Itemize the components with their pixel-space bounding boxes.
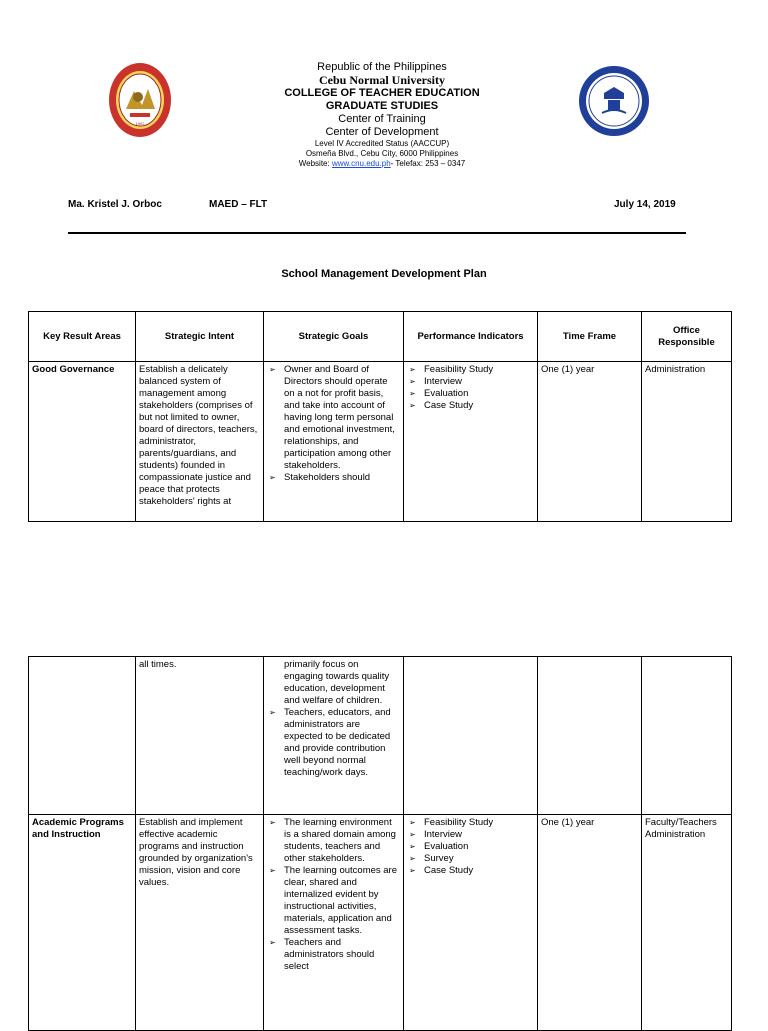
plan-table-page2 bbox=[28, 656, 732, 1031]
office-line: Faculty/Teachers bbox=[645, 817, 717, 828]
kra-cell: Good Governance bbox=[29, 362, 136, 522]
document-title: School Management Development Plan bbox=[281, 268, 487, 280]
timeframe-cell bbox=[538, 657, 642, 815]
intent-cell: all times. bbox=[136, 657, 264, 815]
center-training: Center of Training bbox=[338, 113, 426, 125]
goals-cell bbox=[264, 657, 404, 815]
letterhead bbox=[0, 55, 768, 180]
office-cell: Administration bbox=[642, 362, 732, 522]
address-line: Osmeña Blvd., Cebu City, 6000 Philippines bbox=[305, 149, 459, 158]
indicator-item: ➢ Survey bbox=[407, 853, 534, 865]
office-line: Administration bbox=[645, 829, 706, 840]
goal-item: ➢ The learning outcomes are clear, shared and internalized evident by instructional activities, materials, application and assessment tasks. bbox=[267, 865, 400, 937]
cnu-seal-logo bbox=[108, 61, 172, 139]
goal-item: ➢ Teachers and administrators should select bbox=[267, 937, 400, 973]
header-cell: Strategic Goals bbox=[264, 312, 404, 362]
header-cell: Key Result Areas bbox=[29, 312, 136, 362]
kra-cell bbox=[29, 657, 136, 815]
indicator-item: ➢ Interview bbox=[407, 376, 534, 388]
office-cell bbox=[642, 815, 732, 1031]
website-link[interactable]: www.cnu.edu.ph bbox=[331, 159, 391, 168]
goals-cell bbox=[264, 815, 404, 1031]
header-cell: Performance Indicators bbox=[404, 312, 538, 362]
intent-cell: Establish a delicately balanced system of management among stakeholders (comprises of but not limited to owner, board of directors, teachers, administrator, parents/guardians, and students) founded in compassionate justice and peace that protects stakeholders' rights at bbox=[136, 362, 264, 522]
horizontal-rule bbox=[68, 232, 686, 234]
cte-seal-logo bbox=[578, 65, 650, 137]
header-cell: Office Responsible bbox=[642, 312, 732, 362]
table-row bbox=[29, 657, 732, 815]
intent-cell: Establish and implement effective academic programs and instruction grounded by organization's mission, vision and core values. bbox=[136, 815, 264, 1031]
header-cell: Time Frame bbox=[538, 312, 642, 362]
document-date: July 14, 2019 bbox=[614, 199, 676, 210]
timeframe-cell: One (1) year bbox=[538, 362, 642, 522]
indicator-item: ➢ Feasibility Study bbox=[407, 364, 534, 376]
indicators-cell bbox=[404, 657, 538, 815]
goal-item: ➢ Stakeholders should bbox=[267, 472, 400, 484]
indicator-item: ➢ Case Study bbox=[407, 400, 534, 412]
indicator-item: ➢ Interview bbox=[407, 829, 534, 841]
svg-text:1902: 1902 bbox=[135, 121, 145, 126]
website-label: Website: bbox=[298, 159, 332, 168]
indicators-cell bbox=[404, 815, 538, 1031]
accredited-status: Level IV Accredited Status (AACCUP) bbox=[314, 139, 450, 148]
graduate-studies: GRADUATE STUDIES bbox=[325, 100, 439, 112]
indicators-cell bbox=[404, 362, 538, 522]
table-row bbox=[29, 362, 732, 522]
university-name: Cebu Normal University bbox=[319, 73, 445, 87]
goal-continuation: primarily focus on engaging towards quality education, development and welfare of children. bbox=[284, 659, 390, 706]
telefax: - Telefax: 253 – 0347 bbox=[390, 159, 466, 168]
indicator-item: ➢ Case Study bbox=[407, 865, 534, 877]
table-row bbox=[29, 815, 732, 1031]
author-name: Ma. Kristel J. Orboc bbox=[68, 199, 162, 210]
indicator-item: ➢ Feasibility Study bbox=[407, 817, 534, 829]
center-development: Center of Development bbox=[325, 126, 439, 138]
office-cell bbox=[642, 657, 732, 815]
plan-table-page1 bbox=[28, 311, 732, 522]
college-name: COLLEGE OF TEACHER EDUCATION bbox=[284, 87, 480, 99]
website-line bbox=[232, 159, 532, 169]
indicator-item: ➢ Evaluation bbox=[407, 841, 534, 853]
goal-item: ➢ Owner and Board of Directors should operate on a not for profit basis, and take into account of having long term personal and emotional investment, relationships, and participation among other stakeholders. bbox=[267, 364, 400, 472]
republic-line: Republic of the Philippines bbox=[317, 61, 447, 73]
goals-cell bbox=[264, 362, 404, 522]
timeframe-cell: One (1) year bbox=[538, 815, 642, 1031]
goal-item: ➢ The learning environment is a shared domain among students, teachers and other stakeholders. bbox=[267, 817, 400, 865]
kra-cell: Academic Programs and Instruction bbox=[29, 815, 136, 1031]
table-header-row bbox=[29, 312, 732, 362]
header-cell: Strategic Intent bbox=[136, 312, 264, 362]
indicator-item: ➢ Evaluation bbox=[407, 388, 534, 400]
program-name: MAED – FLT bbox=[209, 199, 268, 210]
goal-item: ➢ Teachers, educators, and administrators are expected to be dedicated and provide contribution well beyond normal teaching/work days. bbox=[267, 707, 400, 779]
